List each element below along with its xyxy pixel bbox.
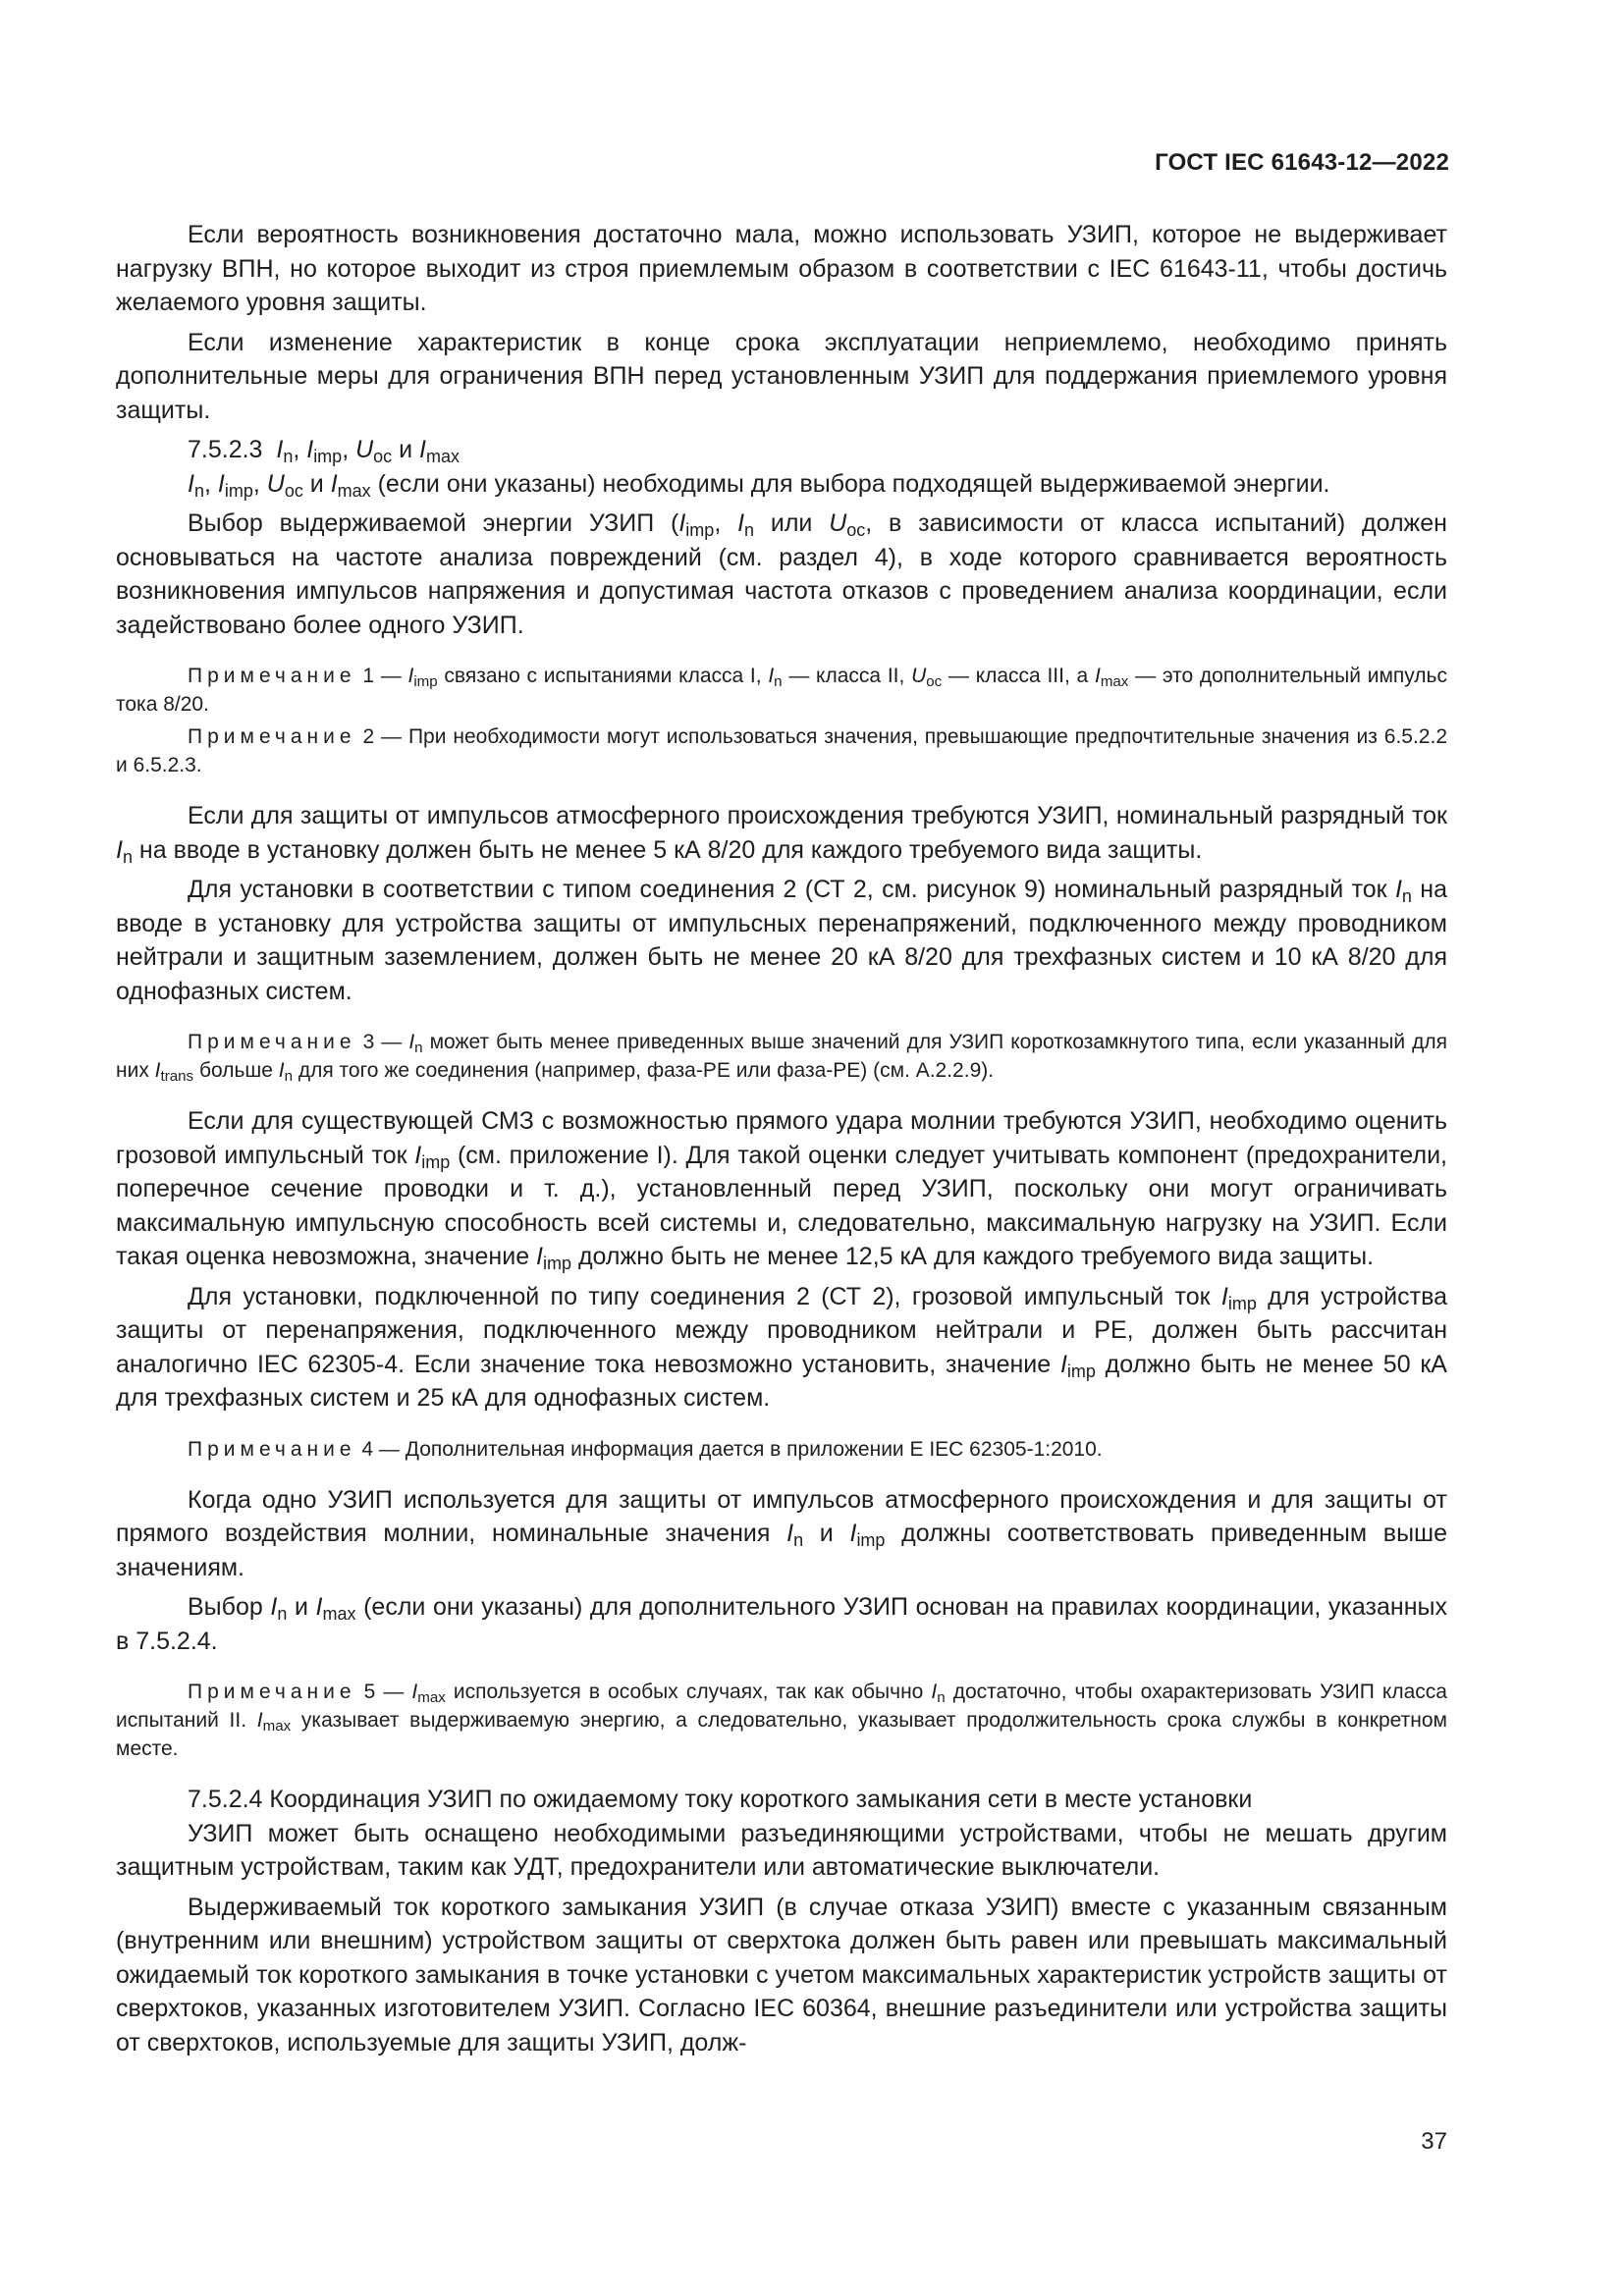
note-1: Примечание 1 — $I_{imp}$ связано с испытаниями класса I, $I_n$ — класса II, $U_{oc}$ — класса III, а $I_{max}$ — это дополнительный импульс тока 8/20. bbox=[116, 665, 1447, 716]
section-heading-7-5-2-4: 7.5.2.4 Координация УЗИП по ожидаемому току короткого замыкания сети в месте установки bbox=[188, 1786, 1253, 1813]
paragraph: Для установки, подключенной по типу соединения 2 (СТ 2), грозовой импульсный ток $I_{imp}$ для устройства защиты от перенапряжения, подключенного между проводником нейтрали и PE, должен быть рассчитан аналогично IEC 62305-4. Если значение тока невозможно установить, значение $I_{imp}$ должно быть не менее 50 кА для трехфазных систем и 25 кА для однофазных систем. bbox=[116, 1282, 1447, 1412]
note-3: Примечание 3 — $I_n$ может быть менее приведенных выше значений для УЗИП короткозамкнутого типа, если указанный для них $I_{trans}$ больше $I_n$ для того же соединения (например, фаза-PE или фаза-PE) (см. А.2.2.9). bbox=[116, 1031, 1447, 1086]
paragraph: $I_n$, $I_{imp}$, $U_{oc}$ и $I_{max}$ (если они указаны) необходимы для выбора подходящей выдерживаемой энергии. bbox=[188, 469, 1330, 501]
paragraph: Если вероятность возникновения достаточно мала, можно использовать УЗИП, которое не выдерживает нагрузку ВПН, но которое выходит из строя приемлемым образом в соответствии с IEC 61643-11, чтобы достичь желаемого уровня защиты. bbox=[116, 221, 1447, 316]
section-heading-7-5-2-3: 7.5.2.3 $I_n$, $I_{imp}$, $U_{oc}$ и $I_{max}$ bbox=[188, 436, 460, 467]
page-body bbox=[116, 218, 1447, 2065]
note-4: Примечание 4 — Дополнительная информация дается в приложении Е IEC 62305-1:2010. bbox=[188, 1437, 1103, 1461]
paragraph: Если для существующей СМЗ с возможностью прямого удара молнии требуются УЗИП, необходимо оценить грозовой импульсный ток $I_{imp}$ (см. приложение I). Для такой оценки следует учитывать компонент (предохранители, поперечное сечение проводки и т. д.), установленный перед УЗИП, поскольку они могут ограничивать максимальную импульсную способность всей системы и, следовательно, максимальную нагрузку на УЗИП. Если такая оценка невозможна, значение $I_{imp}$ должно быть не менее 12,5 кА для каждого требуемого вида защиты. bbox=[116, 1107, 1447, 1274]
paragraph: Когда одно УЗИП используется для защиты от импульсов атмосферного происхождения и для защиты от прямого воздействия молнии, номинальные значения $I_n$ и $I_{imp}$ должны соответствовать приведенным выше значениям. bbox=[116, 1485, 1447, 1581]
paragraph: Выбор $I_n$ и $I_{max}$ (если они указаны) для дополнительного УЗИП основан на правилах координации, указанных в 7.5.2.4. bbox=[116, 1593, 1447, 1655]
paragraph: Выбор выдерживаемой энергии УЗИП ($I_{imp}$, $I_n$ или $U_{oc}$, в зависимости от класса испытаний) должен основываться на частоте анализа повреждений (см. раздел 4), в ходе которого сравнивается вероятность возникновения импульсов напряжения и допустимая частота отказов с проведением анализа координации, если задействовано более одного УЗИП. bbox=[116, 509, 1447, 639]
page-number: 37 bbox=[1421, 2128, 1447, 2155]
paragraph: Для установки в соответствии с типом соединения 2 (СТ 2, см. рисунок 9) номинальный разрядный ток $I_n$ на вводе в установку для устройства защиты от импульсных перенапряжений, подключенного между проводником нейтрали и защитным заземлением, должен быть не менее 20 кА 8/20 для трехфазных систем и 10 кА 8/20 для однофазных систем. bbox=[116, 876, 1447, 1005]
paragraph: Выдерживаемый ток короткого замыкания УЗИП (в случае отказа УЗИП) вместе с указанным связанным (внутренним или внешним) устройством защиты от сверхтока должен быть равен или превышать максимальный ожидаемый ток короткого замыкания в точке установки с учетом максимальных характеристик устройств защиты от сверхтоков, указанных изготовителем УЗИП. Согласно IEC 60364, внешние разъединители или устройства защиты от сверхтоков, используемые для защиты УЗИП, долж- bbox=[116, 1893, 1447, 2056]
note-2: Примечание 2 — При необходимости могут использоваться значения, превышающие предпочтительные значения из 6.5.2.2 и 6.5.2.3. bbox=[116, 725, 1447, 776]
paragraph: Если изменение характеристик в конце срока эксплуатации неприемлемо, необходимо принять дополнительные меры для ограничения ВПН перед установленным УЗИП для поддержания приемлемого уровня защиты. bbox=[116, 328, 1447, 424]
note-5: Примечание 5 — $I_{max}$ используется в особых случаях, так как обычно $I_n$ достаточно, чтобы охарактеризовать УЗИП класса испытаний II. $I_{max}$ указывает выдерживаемую энергию, а следовательно, указывает продолжительность срока службы в конкретном месте. bbox=[116, 1681, 1447, 1760]
document-header: ГОСТ IEC 61643-12—2022 bbox=[1155, 149, 1449, 176]
paragraph: Если для защиты от импульсов атмосферного происхождения требуются УЗИП, номинальный разрядный ток $I_n$ на вводе в установку должен быть не менее 5 кА 8/20 для каждого требуемого вида защиты. bbox=[116, 802, 1447, 867]
paragraph: УЗИП может быть оснащено необходимыми разъединяющими устройствами, чтобы не мешать другим защитным устройствам, таким как УДТ, предохранители или автоматические выключатели. bbox=[116, 1819, 1447, 1881]
